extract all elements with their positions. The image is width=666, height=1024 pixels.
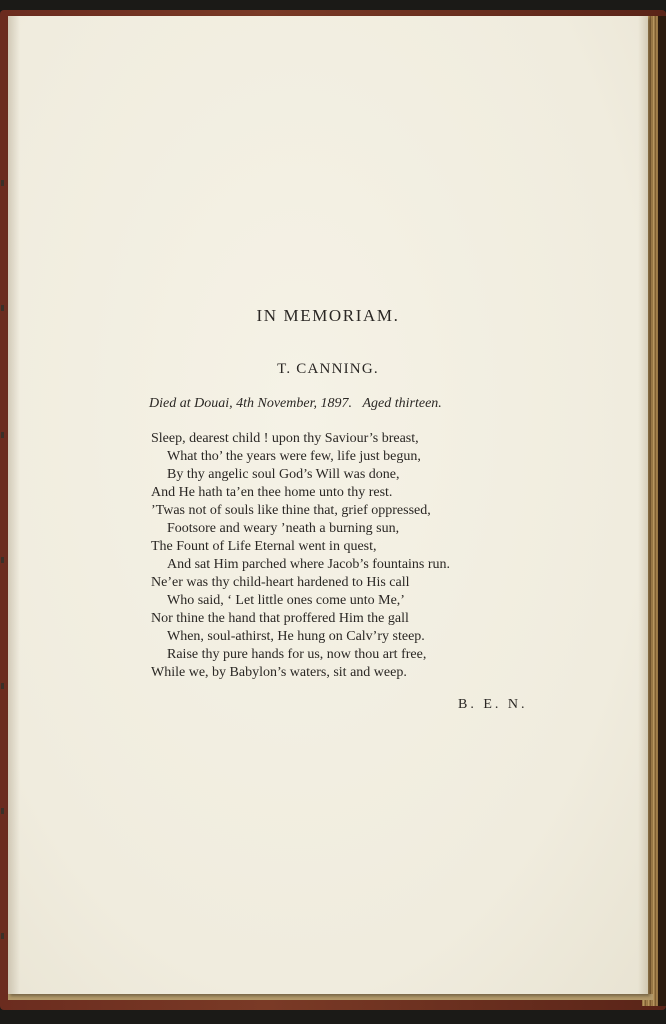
- poem-line: ’Twas not of souls like thine that, grief oppressed,: [151, 503, 431, 518]
- gutter-shadow: [8, 16, 20, 994]
- poem-line: Nor thine the hand that proffered Him the gall: [151, 611, 409, 626]
- margin-mark: [1, 180, 4, 186]
- dedication-text: Died at Douai, 4th November, 1897.: [149, 396, 352, 411]
- poem-line: By thy angelic soul God’s Will was done,: [167, 467, 400, 482]
- dedication-age: Aged thirteen.: [362, 396, 442, 411]
- page-bottom-edge: [8, 994, 653, 1000]
- poem-body: [151, 430, 450, 682]
- author-signature: B. E. N.: [458, 697, 528, 712]
- poem-line: When, soul-athirst, He hung on Calv’ry steep.: [167, 629, 425, 644]
- margin-mark: [1, 305, 4, 311]
- poem-subject: T. CANNING.: [277, 361, 379, 377]
- poem-line: What tho’ the years were few, life just begun,: [167, 449, 421, 464]
- poem-line: Footsore and weary ’neath a burning sun,: [167, 521, 400, 536]
- page-title: IN MEMORIAM.: [256, 306, 400, 325]
- margin-mark: [1, 808, 4, 814]
- margin-mark: [1, 557, 4, 563]
- book-page: [8, 16, 648, 994]
- poem-line: While we, by Babylon’s waters, sit and weep.: [151, 665, 407, 680]
- poem-line: And He hath ta’en thee home unto thy rest.: [151, 485, 393, 500]
- margin-mark: [1, 683, 4, 689]
- poem-line: And sat Him parched where Jacob’s fountains run.: [167, 557, 451, 572]
- poem-line: The Fount of Life Eternal went in quest,: [151, 539, 377, 554]
- poem-line: Who said, ‘ Let little ones come unto Me,’: [167, 593, 405, 608]
- margin-mark: [1, 432, 4, 438]
- poem-line: Sleep, dearest child ! upon thy Saviour’s breast,: [151, 431, 419, 446]
- poem-line: Raise thy pure hands for us, now thou art free,: [167, 647, 427, 662]
- poem-line: Ne’er was thy child-heart hardened to His call: [151, 575, 410, 590]
- cover-edge: [658, 16, 666, 1006]
- page-edge-shadow: [638, 16, 648, 994]
- dedication-line: [149, 396, 442, 412]
- margin-mark: [1, 933, 4, 939]
